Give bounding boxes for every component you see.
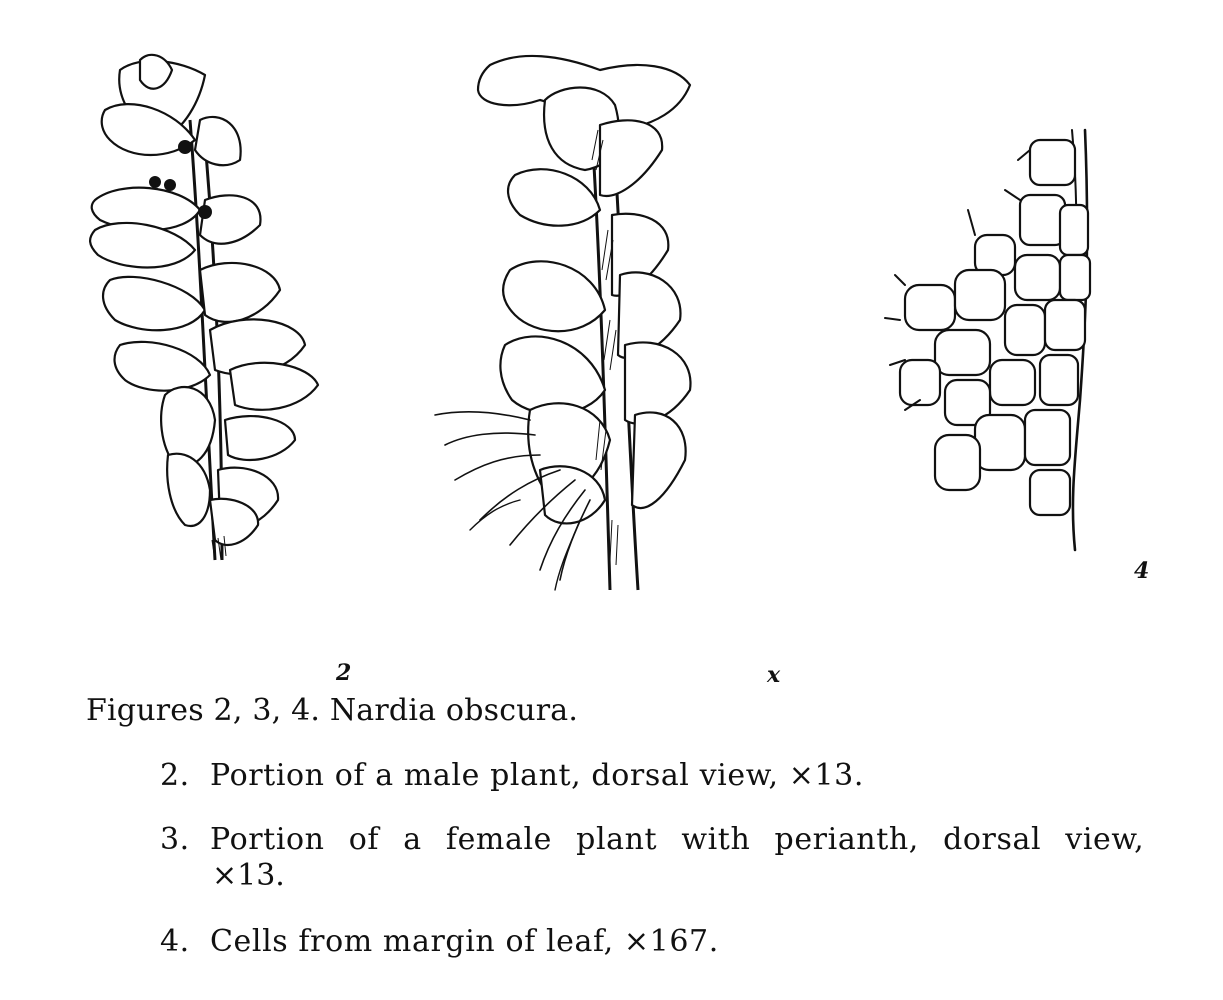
caption-title: Figures 2, 3, 4. Nardia obscura. (86, 693, 579, 728)
figure-3-female-plant-drawing (435, 56, 690, 590)
figure-3-label: x (767, 662, 781, 688)
caption-item-2-number: 2. (160, 758, 190, 793)
figure-4-label: 4 (1134, 558, 1150, 584)
figure-2-male-plant-drawing (90, 55, 318, 560)
figure-2-label: 2 (336, 660, 352, 686)
caption-item-2-text: Portion of a male plant, dorsal view, ×13. (210, 758, 864, 793)
caption-item-3 (160, 822, 1144, 857)
caption-item-2 (160, 758, 864, 793)
caption-item-4-text: Cells from margin of leaf, ×167. (210, 924, 719, 959)
caption-item-3-text: Portion of a female plant with perianth, dorsal view, (210, 822, 1145, 857)
caption-item-4-number: 4. (160, 924, 190, 959)
figure-4-leaf-cells-drawing (885, 130, 1090, 550)
caption-item-3-continuation: ×13. (212, 858, 285, 893)
caption-item-3-number: 3. (160, 822, 190, 857)
caption-item-4 (160, 924, 719, 959)
